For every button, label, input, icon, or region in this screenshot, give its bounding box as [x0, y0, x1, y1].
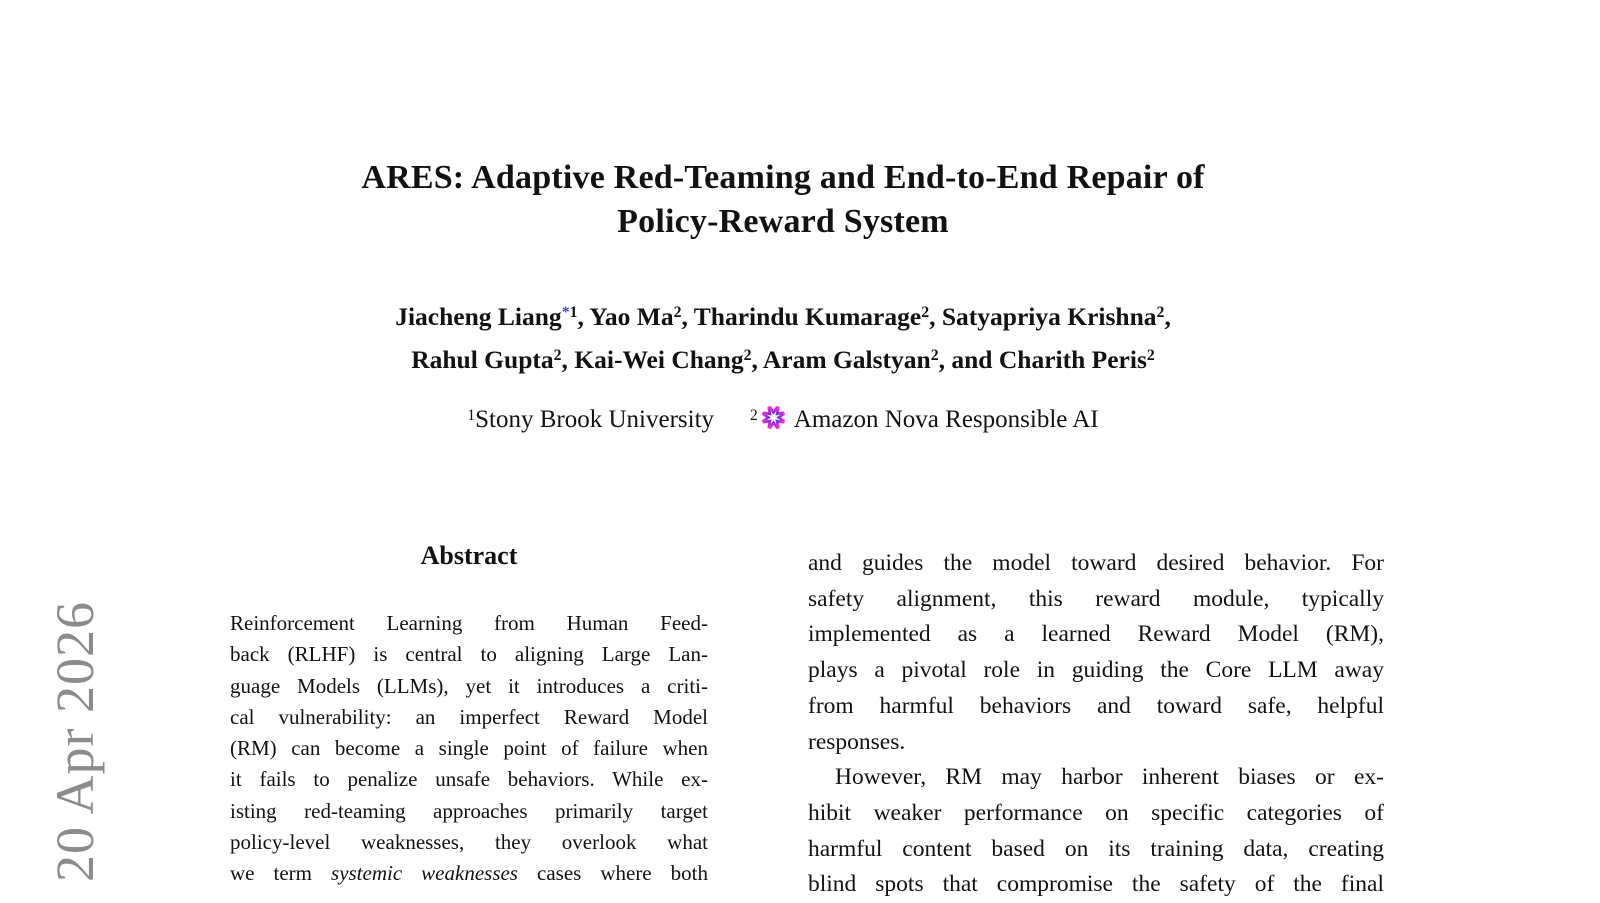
- intro-column: [808, 546, 1384, 903]
- text-line: guage Models (LLMs), yet it introduces a criti-: [230, 673, 708, 698]
- abstract-heading: Abstract: [420, 541, 518, 570]
- text-line: responses.: [808, 728, 906, 755]
- text-line: However, RM may harbor inherent biases or ex-: [835, 764, 1384, 791]
- text-line: harmful content based on its training data, creating: [808, 835, 1384, 862]
- abstract-body: [230, 608, 708, 890]
- affiliation-stony-brook: $^1$Stony Brook University: [467, 406, 715, 433]
- text-line: Reinforcement Learning from Human Feed-: [230, 611, 708, 635]
- text-line: blind spots that compromise the safety of the final: [808, 871, 1384, 898]
- text-line: implemented as a learned Reward Model (RM),: [808, 621, 1384, 648]
- text-line: policy-level weaknesses, they overlook what: [230, 830, 708, 855]
- text-line: we term systemic weaknesses cases where both: [230, 861, 708, 886]
- affiliation-line: [0, 403, 1566, 440]
- text-line: it fails to penalize unsafe behaviors. While ex-: [230, 767, 708, 792]
- intro-paragraph-1: [808, 546, 1384, 760]
- amazon-nova-sparkle-icon: [760, 404, 787, 431]
- text-line: cal vulnerability: an imperfect Reward Model: [230, 704, 708, 729]
- paper-title: [0, 156, 1566, 244]
- paper-title-line-1: ARES: Adaptive Red-Teaming and End-to-End Repair of: [361, 159, 1205, 196]
- text-line: (RM) can become a single point of failure when: [230, 736, 708, 761]
- text-line: from harmful behaviors and toward safe, helpful: [808, 692, 1384, 719]
- author-line-2: Rahul Gupta$^2$, Kai-Wei Chang$^2$, Aram Galstyan$^2$, and Charith Peris$^2$: [411, 345, 1155, 374]
- arxiv-date-watermark: 20 Apr 2026: [45, 601, 105, 883]
- intro-paragraph-2: [808, 760, 1384, 903]
- author-list: [0, 297, 1566, 383]
- text-line: back (RLHF) is central to aligning Large Lan-: [230, 642, 708, 667]
- paper-title-line-2: Policy-Reward System: [617, 203, 949, 240]
- text-line: and guides the model toward desired behavior. For: [808, 550, 1384, 576]
- affiliation-amazon-nova: Amazon Nova Responsible AI: [793, 406, 1099, 433]
- text-line: hibit weaker performance on specific categories of: [808, 799, 1384, 826]
- author-line-1: Jiacheng Liang$^{*1}$, Yao Ma$^2$, Tharindu Kumarage$^2$, Satyapriya Krishna$^2$,: [395, 302, 1171, 331]
- text-line: plays a pivotal role in guiding the Core LLM away: [808, 657, 1384, 684]
- affiliation-amazon-sup: 2: [750, 406, 758, 424]
- text-line: isting red-teaming approaches primarily target: [230, 798, 708, 823]
- text-line: safety alignment, this reward module, typically: [808, 585, 1384, 612]
